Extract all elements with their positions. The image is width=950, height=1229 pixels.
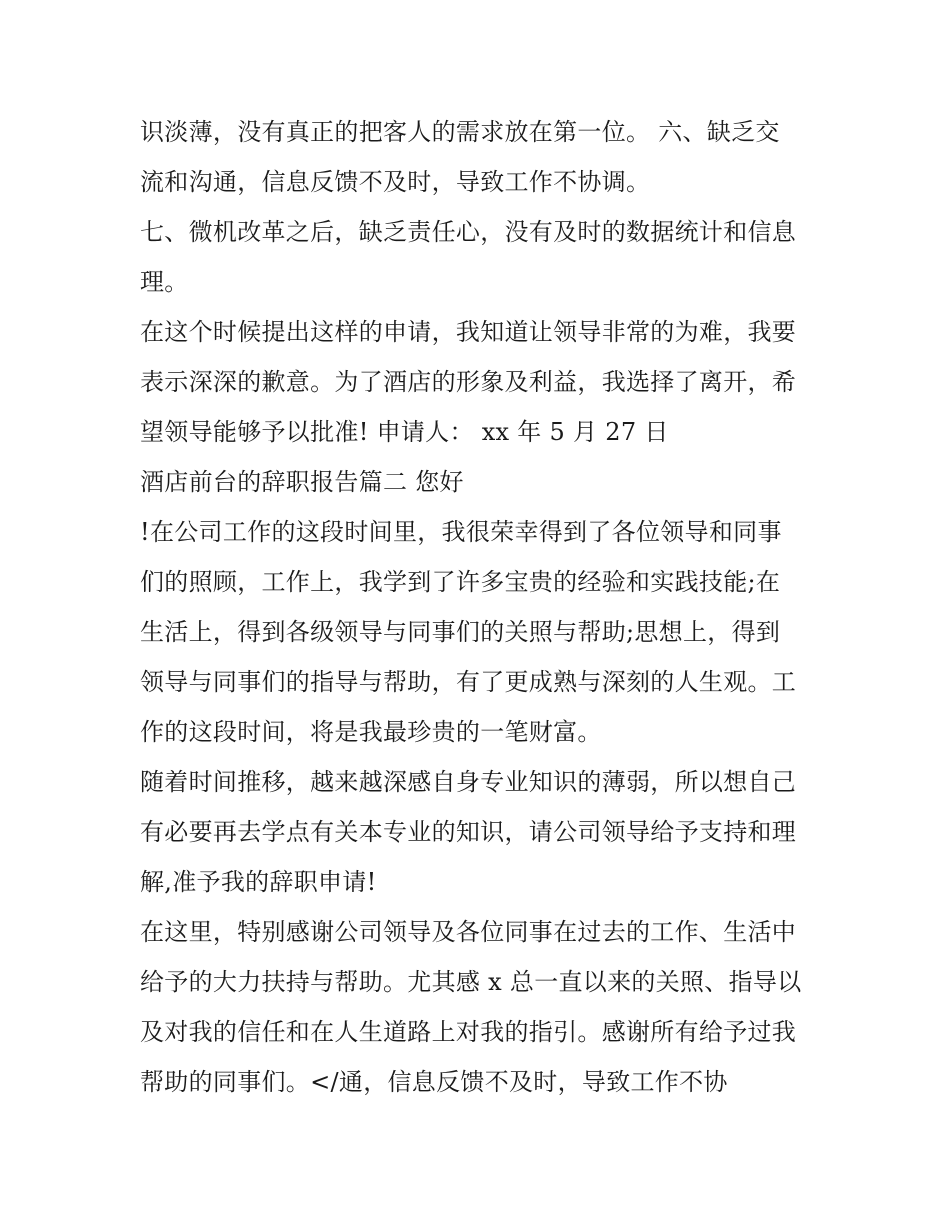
text-line: 在这里，特别感谢公司领导及各位同事在过去的工作、生活中 — [140, 918, 797, 946]
text-line: 作的这段时间，将是我最珍贵的一笔财富。 — [140, 718, 602, 746]
text-line: 们的照顾，工作上，我学到了许多宝贵的经验和实践技能;在 — [140, 568, 781, 596]
text-line: 有必要再去学点有关本专业的知识，请公司领导给予支持和理 — [140, 818, 797, 846]
text-line: 在这个时候提出这样的申请，我知道让领导非常的为难，我要 — [140, 318, 797, 346]
text-line: 随着时间推移，越来越深感自身专业知识的薄弱，所以想自己 — [140, 768, 797, 796]
text-line: 表示深深的歉意。为了酒店的形象及利益，我选择了离开，希 — [140, 368, 797, 396]
text-line: 生活上，得到各级领导与同事们的关照与帮助;思想上，得到 — [140, 618, 781, 646]
text-line: 望领导能够予以批准! 申请人： xx 年 5 月 27 日 — [140, 418, 669, 446]
text-line: 识淡薄，没有真正的把客人的需求放在第一位。 六、缺乏交 — [140, 118, 780, 146]
text-line: 理。 — [140, 268, 189, 296]
text-line: 流和沟通，信息反馈不及时，导致工作不协调。 — [140, 168, 651, 196]
text-line: 及对我的信任和在人生道路上对我的指引。感谢所有给予过我 — [140, 1018, 797, 1046]
text-line: 七、微机改革之后，缺乏责任心，没有及时的数据统计和信息 — [140, 218, 797, 246]
document-body — [140, 107, 820, 1107]
text-line: 给予的大力扶持与帮助。尤其感 x 总一直以来的关照、指导以 — [140, 968, 802, 996]
text-line: 领导与同事们的指导与帮助，有了更成熟与深刻的人生观。工 — [140, 668, 797, 696]
text-line: 解,准予我的辞职申请! — [140, 868, 377, 896]
text-line: 帮助的同事们。</通，信息反馈不及时，导致工作不协 — [140, 1068, 728, 1096]
text-line: !在公司工作的这段时间里，我很荣幸得到了各位领导和同事 — [140, 518, 782, 546]
section-heading: 酒店前台的辞职报告篇二 您好 — [140, 468, 464, 496]
